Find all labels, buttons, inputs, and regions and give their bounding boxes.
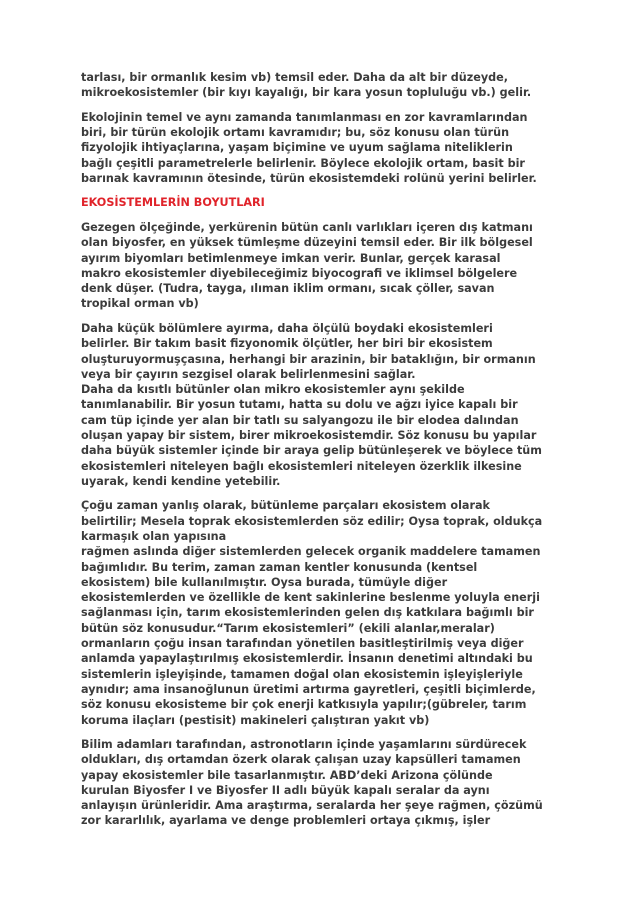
- text-line: aynıdır; ama insanoğlunun üretimi artırma gayretleri, çeşitli biçimlerde,: [81, 682, 536, 696]
- paragraph: [81, 498, 567, 727]
- text-line: belirtilir; Mesela toprak ekosistemlerden söz edilir; Oysa toprak, oldukça: [81, 514, 543, 528]
- heading-text: EKOSİSTEMLERİN BOYUTLARI: [81, 196, 265, 210]
- text-line: makro ekosistemler diyebileceğimiz biyocografi ve iklimsel bölgelere: [81, 266, 518, 280]
- text-line: veya bir çayırın sezgisel olarak belirlenmesini sağlar.: [81, 367, 416, 381]
- text-line: olan biyosfer, en yüksek tümleşme düzeyini temsil eder. Bir ilk bölgesel: [81, 236, 533, 250]
- text-line: yapay ekosistemler bile tasarlanmıştır. ABD’deki Arizona çölünde: [81, 768, 493, 782]
- text-line: ormanların çoğu insan tarafından yönetilen basitleştirilmiş veya diğer: [81, 637, 524, 651]
- text-line: Daha da kısıtlı bütünler olan mikro ekosistemler aynı şekilde: [81, 383, 465, 397]
- text-line: oluşturuyormuşçasına, herhangi bir arazinin, bir bataklığın, bir ormanın: [81, 352, 536, 366]
- text-line: Çoğu zaman yanlış olarak, bütünleme parçaları ekosistem olarak: [81, 499, 490, 513]
- text-line: ayırım biyomları betimlenmeye imkan verir. Bunlar, gerçek karasal: [81, 251, 501, 265]
- text-line: bağımlıdır. Bu terim, zaman zaman kentler konusunda (kentsel: [81, 560, 478, 574]
- text-line: anlayışın ürünleridir. Ama araştırma, seralarda her şeye rağmen, çözümü: [81, 799, 543, 813]
- text-line: bağlı çeşitli parametrelerle belirlenir. Böylece ekolojik ortam, basit bir: [81, 156, 525, 170]
- paragraph: [81, 321, 567, 489]
- text-line: Gezegen ölçeğinde, yerkürenin bütün canlı varlıkları içeren dış katmanı: [81, 220, 533, 234]
- text-line: oluşan yapay bir sistem, birer mikroekosistemdir. Söz konusu bu yapılar: [81, 428, 537, 442]
- text-line: sistemlerin işleyişinde, tamamen doğal olan ekosistemin işleyişleriyle: [81, 667, 523, 681]
- paragraph: [81, 220, 567, 312]
- text-line: tarlası, bir ormanlık kesim vb) temsil eder. Daha da alt bir düzeyde,: [81, 71, 509, 84]
- text-line: söz konusu ekosisteme bir çok enerji katkısıyla yapılır;(gübreler, tarım: [81, 698, 527, 712]
- paragraph: [81, 110, 567, 186]
- text-line: barınak kavramının ötesinde, türün ekosistemdeki rolünü yerini belirler.: [81, 171, 537, 185]
- text-line: Daha küçük bölümlere ayırma, daha ölçülü boydaki ekosistemleri: [81, 321, 493, 335]
- text-line: mikroekosistemler (bir kıyı kayalığı, bir kara yosun topluluğu vb.) gelir.: [81, 86, 532, 100]
- text-line: karmaşık olan yapısına: [81, 529, 227, 543]
- text-line: denk düşer. (Tudra, tayga, ılıman iklim ormanı, sıcak çöller, savan: [81, 282, 495, 296]
- text-line: koruma ilaçları (pestisit) makineleri çalıştıran yakıt vb): [81, 713, 430, 727]
- text-line: kurulan Biyosfer I ve Biyosfer II adlı büyük kapalı seralar da aynı: [81, 783, 490, 797]
- paragraph: [81, 70, 567, 101]
- text-line: ekosistemleri niteleyen bağlı ekosistemleri niteleyen özerklik ilkesine: [81, 459, 522, 473]
- text-line: biri, bir türün ekolojik ortamı kavramıdır; bu, söz konusu olan türün: [81, 126, 510, 140]
- text-line: Bilim adamları tarafından, astronotların içinde yaşamlarını sürdürecek: [81, 738, 527, 751]
- text-line: ekosistem) bile kullanılmıştır. Oysa burada, tümüyle diğer: [81, 575, 448, 589]
- text-line: cam tüp içinde yer alan bir tatlı su salyangozu ile bir elodea dalından: [81, 413, 519, 427]
- text-line: tropikal orman vb): [81, 297, 199, 311]
- text-line: uyarak, kendi kendine yetebilir.: [81, 474, 281, 488]
- text-line: belirler. Bir takım basit fizyonomik ölçütler, her biri bir ekosistem: [81, 337, 493, 351]
- text-line: fizyolojik ihtiyaçlarına, yaşam biçimine ve uyum sağlama niteliklerin: [81, 141, 513, 155]
- text-line: sağlanması için, tarım ekosistemlerinden gelen dış katkılara bağımlı bir: [81, 606, 534, 620]
- text-line: zor kararlılık, ayarlama ve denge problemleri ortaya çıkmış, işler: [81, 814, 491, 828]
- text-line: anlamda yapaylaştırılmış ekosistemlerdir. İnsanın denetimi altındaki bu: [81, 652, 533, 666]
- section-heading: [81, 195, 567, 210]
- document-page: [81, 70, 567, 838]
- text-line: daha büyük sistemler içinde bir araya gelip bütünleşerek ve böylece tüm: [81, 444, 542, 458]
- text-line: Ekolojinin temel ve aynı zamanda tanımlanması en zor kavramlarından: [81, 110, 528, 124]
- text-line: rağmen aslında diğer sistemlerden gelecek organik maddelere tamamen: [81, 545, 541, 559]
- text-line: tanımlanabilir. Bir yosun tutamı, hatta su dolu ve ağzı iyice kapalı bir: [81, 398, 518, 412]
- text-line: bütün söz konusudur.“Tarım ekosistemleri” (ekili alanlar,meralar): [81, 621, 495, 635]
- paragraph: [81, 737, 567, 829]
- text-line: oldukları, dış ortamdan özerk olarak çalışan uzay kapsülleri tamamen: [81, 753, 521, 767]
- text-line: ekosistemlerden ve özellikle de kent sakinlerine beslenme yoluyla enerji: [81, 591, 540, 605]
